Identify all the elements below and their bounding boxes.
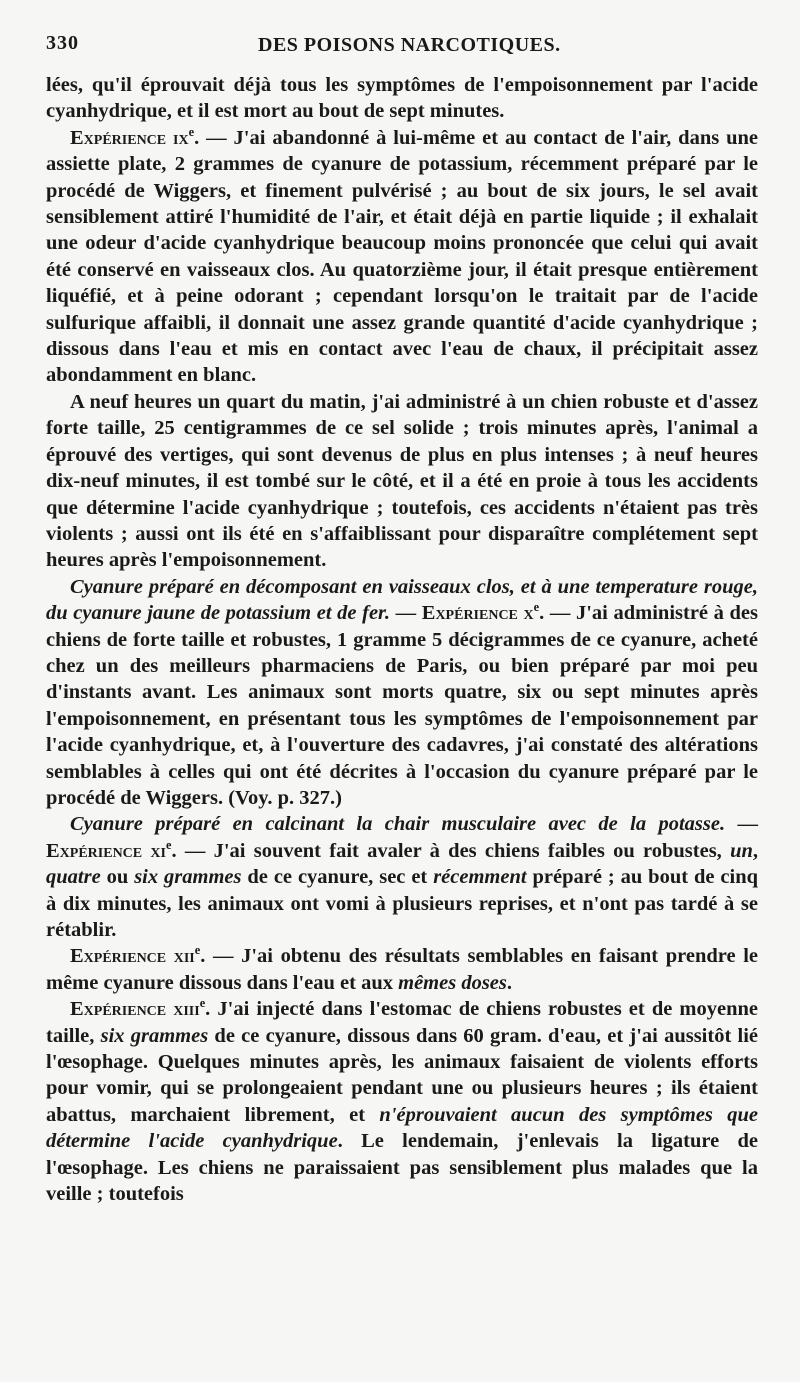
experience-label: Expérience xiii: [70, 998, 200, 1021]
emphasis-text: mêmes doses: [398, 971, 507, 994]
experience-label: Expérience xi: [46, 839, 166, 862]
experience-label: Expérience x: [421, 602, 534, 625]
page-header: [46, 32, 756, 66]
emphasis-text: six grammes: [100, 1024, 209, 1047]
paragraph-experience-12: [46, 943, 758, 996]
paragraph-text: . — J'ai obtenu des résultats semblables en faisant prendre le même cyanure dissous dans l'eau et aux: [46, 945, 758, 994]
dash: —: [725, 813, 758, 836]
paragraph-observation: A neuf heures un quart du matin, j'ai administré à un chien robuste et d'assez forte taille, 25 centigrammes de ce sel solide ; trois minutes après, l'animal a éprouvé des vertiges, qui sont devenus de plus en plus intenses ; à neuf heures dix-neuf minutes, il est tombé sur le côté, et il a été en proie à tous les accidents que détermine l'acide cyanhydrique ; toutefois, ces accidents n'étaient pas très violents ; aussi ont ils été en s'affaiblissant pour disparaître complétement sept heures après l'empoisonnement.: [46, 390, 758, 572]
paragraph-experience-10: [46, 574, 758, 812]
paragraph-text: . Le lendemain, j'enlevais la ligature de l'œsophage. Les chiens ne paraissaient pas sensiblement plus malades que la veille ; toutefois: [46, 1130, 758, 1206]
page-number: 330: [46, 32, 79, 54]
ordinal-superscript: e: [199, 996, 206, 1011]
emphasis-text: n'éprouvaient aucun des symptômes que détermine l'acide cyanhydrique: [46, 1103, 758, 1153]
section-heading-italic: Cyanure préparé en décomposant en vaisseaux clos, et à une temperature rouge, du cyanure jaune de potassium et de fer.: [46, 575, 758, 625]
emphasis-text: quatre: [46, 866, 101, 889]
running-title: DES POISONS NARCOTIQUES.: [258, 34, 561, 56]
paragraph-text: ,: [752, 839, 758, 862]
paragraph-continuation: lées, qu'il éprouvait déjà tous les symptômes de l'empoisonnement par l'acide cyanhydrique, et il est mort au bout de sept minutes.: [46, 74, 758, 123]
ordinal-superscript: e: [188, 124, 195, 139]
paragraph-experience-9: [46, 125, 758, 389]
paragraph-text: .: [506, 971, 513, 994]
ordinal-superscript: e: [194, 943, 201, 958]
section-heading-italic: Cyanure préparé en calcinant la chair musculaire avec de la potasse.: [70, 813, 726, 836]
paragraph-text: . — J'ai souvent fait avaler à des chiens faibles ou robustes,: [171, 839, 731, 862]
experience-label: Expérience xii: [70, 945, 195, 968]
dash: —: [390, 602, 422, 625]
experience-label: Expérience ix: [70, 126, 189, 149]
paragraph-experience-13: [46, 996, 758, 1207]
paragraph-text: . — J'ai administré à des chiens de forte taille et robustes, 1 gramme 5 décigrammes de ce cyanure, acheté chez un des meilleurs pharmaciens de Paris, ou bien préparé par moi peu d'instants avant. Les animaux sont morts quatre, six ou sept minutes après l'empoisonnement, en présentant tous les symptômes de l'empoisonnement par l'acide cyanhydrique, et, à l'ouverture des cadavres, j'ai constaté des altérations semblables à celles qui ont été décrites à l'occasion du cyanure préparé par le procédé de Wiggers. (Voy. p. 327.): [46, 602, 758, 809]
paragraph-experience-11: [46, 811, 758, 943]
paragraph-text: de ce cyanure, dissous dans 60 gram. d'eau, et j'ai aussitôt lié l'œsophage. Quelques minutes après, les animaux faisaient de violents efforts pour vomir, qui se prolongeaient pendant une ou plusieurs heures ; ils étaient abattus, marchaient librement, et: [46, 1024, 758, 1126]
paragraph-text: préparé ; au bout de cinq à dix minutes, les animaux ont vomi à plusieurs reprises, et n'ont pas tardé à se rétablir.: [46, 866, 759, 941]
ordinal-superscript: e: [165, 837, 172, 852]
emphasis-text: six grammes: [134, 866, 242, 889]
ordinal-superscript: e: [533, 600, 540, 615]
emphasis-text: un: [730, 839, 753, 862]
paragraph-text: de ce cyanure, sec et: [241, 866, 434, 889]
paragraph-text: ou: [100, 866, 135, 889]
paragraph-text: . J'ai injecté dans l'estomac de chiens robustes et de moyenne taille,: [46, 998, 758, 1047]
paragraph-text: . — J'ai abandonné à lui-même et au contact de l'air, dans une assiette plate, 2 grammes de cyanure de potassium, récemment préparé par le procédé de Wiggers, et finement pulvérisé ; au bout de six jours, le sel avait sensiblement attiré l'humidité de l'air, et était déjà en partie liquide ; il exhalait une odeur d'acide cyanhydrique beaucoup moins prononcée que celui qui avait été conservé en vaisseaux clos. Au quatorzième jour, il était presque entièrement liquéfié, et à peine odorant ; cependant lorsqu'on le traitait par de l'acide sulfurique affaibli, il donnait une assez grande quantité d'acide cyanhydrique ; dissous dans l'eau et mis en contact avec l'eau de chaux, il précipitait assez abondamment en blanc.: [46, 126, 759, 387]
page-body: [46, 72, 758, 1207]
emphasis-text: récemment: [433, 866, 527, 889]
